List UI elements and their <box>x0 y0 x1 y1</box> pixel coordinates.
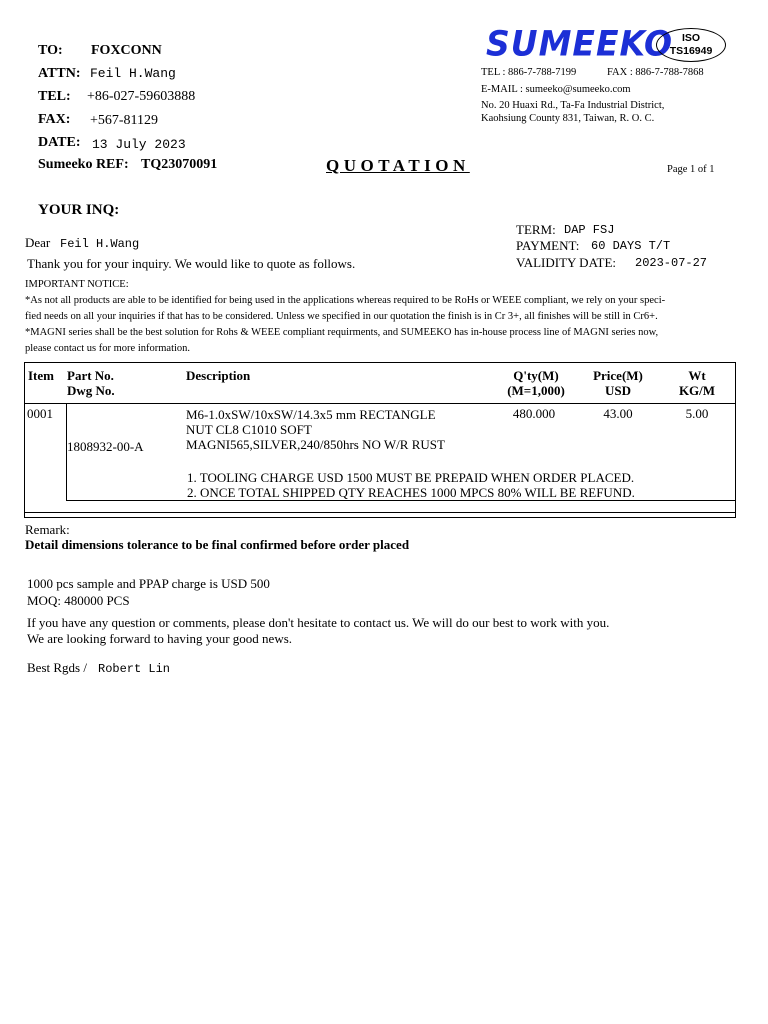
term-label: TERM: <box>516 222 556 237</box>
contact-line-1: If you have any question or comments, please don't hesitate to contact us. We will do our best to work with you. <box>27 615 610 630</box>
fax-value: +567-81129 <box>90 113 159 128</box>
table-row-bottom-line <box>66 500 736 501</box>
row-item: 0001 <box>27 406 53 421</box>
to-label: TO: <box>38 43 63 58</box>
validity-label: VALIDITY DATE: <box>516 255 617 270</box>
moq-text: MOQ: 480000 PCS <box>27 593 130 608</box>
row-description <box>186 407 445 452</box>
col-header-qty-line-2: (M=1,000) <box>507 383 565 398</box>
notice-line-2: fied needs on all your inquiries if that has to be considered. Unless we specified in our quotation the finish is in Cr 3+, all finishes will be still in Cr6+. <box>25 311 658 322</box>
col-header-description: Description <box>186 368 251 383</box>
notice-line-4: please contact us for more information. <box>25 343 191 354</box>
col-header-price-line-1: Price(M) <box>593 368 643 383</box>
row-qty: 480.000 <box>512 406 556 421</box>
to-value: FOXCONN <box>91 43 162 58</box>
company-address-1: No. 20 Huaxi Rd., Ta-Fa Industrial District, <box>481 100 665 111</box>
date-value: 13 July 2023 <box>92 137 186 152</box>
col-header-item: Item <box>28 368 54 383</box>
tel-label: TEL: <box>38 89 71 104</box>
col-header-part <box>67 368 115 398</box>
fax-label: FAX: <box>38 112 71 127</box>
page-info: Page 1 of 1 <box>667 164 715 175</box>
company-tel: TEL : 886-7-788-7199 <box>481 67 577 78</box>
regards-label: Best Rgds / <box>27 660 87 675</box>
row-wt: 5.00 <box>685 406 709 421</box>
col-header-qty <box>496 368 576 398</box>
notice-line-1: *As not all products are able to be identified for being used in the applications whereas required to be RoHs or WEEE compliant, we rely on your speci- <box>25 295 666 306</box>
validity-value: 2023-07-27 <box>635 256 708 270</box>
row-desc-line-3: MAGNI565,SILVER,240/850hrs NO W/R RUST <box>186 437 445 452</box>
payment-value: 60 DAYS T/T <box>591 239 671 253</box>
document-title: QUOTATION <box>326 156 470 175</box>
contact-line-2: We are looking forward to having your good news. <box>27 631 293 646</box>
important-notice <box>25 277 665 357</box>
row-desc-line-1: M6-1.0xSW/10xSW/14.3x5 mm RECTANGLE <box>186 407 436 422</box>
payment-label: PAYMENT: <box>516 238 580 253</box>
row-price: 43.00 <box>603 406 633 421</box>
col-header-wt-line-2: KG/M <box>678 383 716 398</box>
table-header-divider <box>24 403 736 404</box>
tel-value: +86-027-59603888 <box>87 89 196 104</box>
date-label: DATE: <box>38 135 81 150</box>
col-header-dwg-no: Dwg No. <box>67 383 115 398</box>
row-note-1: 1. TOOLING CHARGE USD 1500 MUST BE PREPAID WHEN ORDER PLACED. <box>187 470 635 485</box>
col-header-wt-line-1: Wt <box>688 368 706 383</box>
company-address-2: Kaohsiung County 831, Taiwan, R. O. C. <box>481 113 655 124</box>
company-email: E-MAIL : sumeeko@sumeeko.com <box>481 84 631 95</box>
row-notes <box>187 470 635 500</box>
col-header-price <box>582 368 654 398</box>
col-header-part-no: Part No. <box>67 368 114 383</box>
dear-label: Dear <box>25 235 51 250</box>
signer-name: Robert Lin <box>98 662 171 676</box>
iso-line1: ISO <box>681 32 701 44</box>
term-value: DAP FSJ <box>564 223 615 237</box>
ref-value: TQ23070091 <box>141 157 218 172</box>
attn-label: ATTN: <box>38 66 81 81</box>
table-footer-line <box>24 512 736 513</box>
notice-heading: IMPORTANT NOTICE: <box>25 279 129 290</box>
col-header-price-line-2: USD <box>604 383 631 398</box>
col-header-wt <box>666 368 728 398</box>
intro-text: Thank you for your inquiry. We would like to quote as follows. <box>27 256 356 271</box>
your-inq-label: YOUR INQ: <box>38 202 120 218</box>
sumeeko-logo: SUMEEKO <box>486 23 674 64</box>
notice-line-3: *MAGNI series shall be the best solution for Rohs & WEEE compliant requirments, and SUMEEKO has in-house process line of MAGNI series now, <box>25 327 659 338</box>
iso-badge <box>656 28 726 62</box>
row-note-2: 2. ONCE TOTAL SHIPPED QTY REACHES 1000 MPCS 80% WILL BE REFUND. <box>187 485 635 500</box>
ref-label: Sumeeko REF: <box>38 157 129 172</box>
col-header-qty-line-1: Q'ty(M) <box>513 368 559 383</box>
remark-detail: Detail dimensions tolerance to be final confirmed before order placed <box>25 537 410 552</box>
dear-name: Feil H.Wang <box>60 237 140 251</box>
row-dwg-no: 1808932-00-A <box>67 439 144 454</box>
company-fax: FAX : 886-7-788-7868 <box>607 67 704 78</box>
remark-label: Remark: <box>25 522 70 537</box>
row-desc-line-2: NUT CL8 C1010 SOFT <box>186 422 312 437</box>
attn-value: Feil H.Wang <box>90 66 176 81</box>
iso-line2: TS16949 <box>669 45 713 57</box>
sample-charge: 1000 pcs sample and PPAP charge is USD 500 <box>27 576 270 591</box>
